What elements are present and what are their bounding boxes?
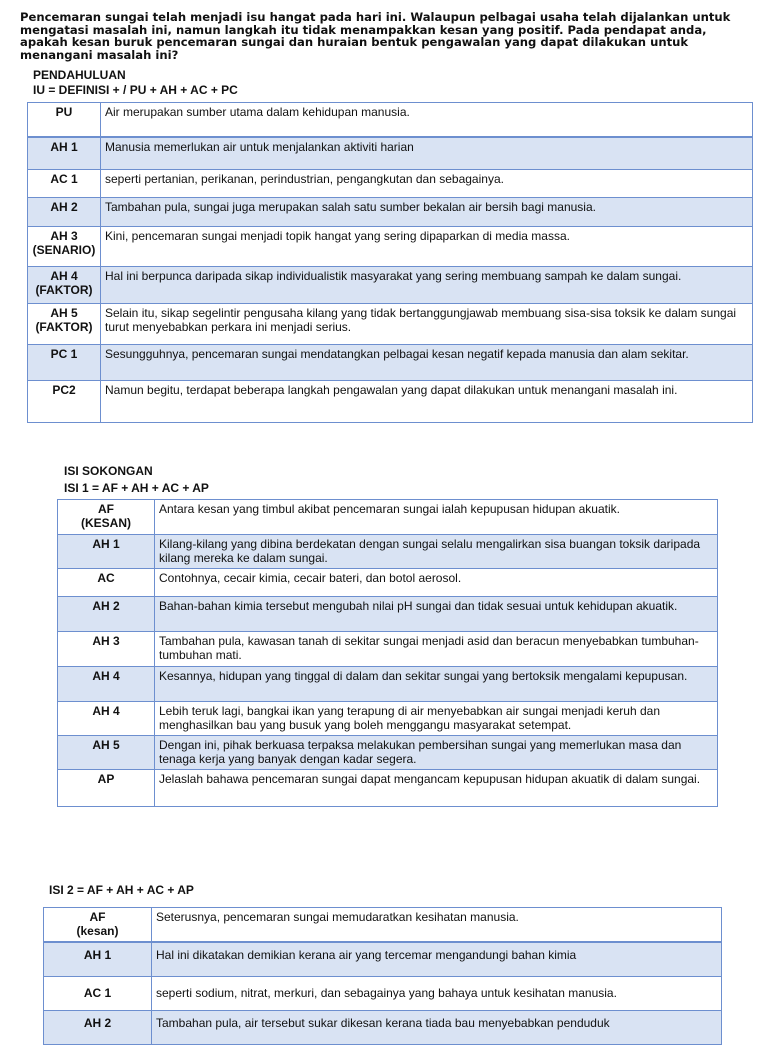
row-code: AF (kesan) bbox=[44, 908, 152, 942]
row-text: Contohnya, cecair kimia, cecair bateri, dan botol aerosol. bbox=[155, 569, 718, 597]
table-row bbox=[44, 942, 722, 977]
row-code: AH 2 bbox=[44, 1011, 152, 1045]
row-text: Hal ini berpunca daripada sikap individualistik masyarakat yang sering membuang sampah ke dalam sungai. bbox=[101, 267, 753, 304]
row-code: AC bbox=[58, 569, 155, 597]
isi2-formula: ISI 2 = AF + AH + AC + AP bbox=[49, 883, 194, 897]
row-code: AH 1 bbox=[58, 535, 155, 569]
row-text: Jelaslah bahawa pencemaran sungai dapat mengancam kepupusan hidupan akuatik di dalam sungai. bbox=[155, 770, 718, 807]
row-text: Manusia memerlukan air untuk menjalankan aktiviti harian bbox=[101, 137, 753, 170]
table-row bbox=[28, 304, 753, 345]
row-text: Tambahan pula, air tersebut sukar dikesan kerana tiada bau menyebabkan penduduk bbox=[152, 1011, 722, 1045]
table-row bbox=[28, 267, 753, 304]
table-row bbox=[28, 198, 753, 227]
table-row bbox=[58, 597, 718, 632]
row-code: AC 1 bbox=[28, 170, 101, 198]
row-text: Bahan-bahan kimia tersebut mengubah nilai pH sungai dan tidak sesuai untuk kehidupan akuatik. bbox=[155, 597, 718, 632]
row-code: AH 2 bbox=[28, 198, 101, 227]
row-text: Kesannya, hidupan yang tinggal di dalam dan sekitar sungai yang bertoksik mengalami kepupusan. bbox=[155, 667, 718, 702]
row-code: AC 1 bbox=[44, 977, 152, 1011]
table-row bbox=[28, 137, 753, 170]
row-text: Seterusnya, pencemaran sungai memudaratkan kesihatan manusia. bbox=[152, 908, 722, 942]
row-code: AH 4 bbox=[58, 667, 155, 702]
table-row bbox=[44, 908, 722, 942]
body-heading: ISI SOKONGAN bbox=[64, 464, 153, 478]
row-text: seperti sodium, nitrat, merkuri, dan sebagainya yang bahaya untuk kesihatan manusia. bbox=[152, 977, 722, 1011]
intro-formula: IU = DEFINISI + / PU + AH + AC + PC bbox=[33, 83, 238, 97]
row-text: Air merupakan sumber utama dalam kehidupan manusia. bbox=[101, 103, 753, 137]
row-text: Namun begitu, terdapat beberapa langkah pengawalan yang dapat dilakukan untuk menangani masalah ini. bbox=[101, 381, 753, 423]
table-row bbox=[58, 569, 718, 597]
row-text: Antara kesan yang timbul akibat pencemaran sungai ialah kepupusan hidupan akuatik. bbox=[155, 500, 718, 535]
row-text: Tambahan pula, kawasan tanah di sekitar sungai menjadi asid dan beracun menyebabkan tumbuhan-tumbuhan mati. bbox=[155, 632, 718, 667]
table-row bbox=[58, 632, 718, 667]
row-code: AH 3 (SENARIO) bbox=[28, 227, 101, 267]
essay-question: Pencemaran sungai telah menjadi isu hangat pada hari ini. Walaupun pelbagai usaha telah dijalankan untuk mengatasi masalah ini, namun langkah itu tidak menampakkan kesan yang positif. Pada pendapat anda, apakah kesan buruk pencemaran sungai dan huraian bentuk pengawalan yang dapat dilakukan untuk menangani masalah ini? bbox=[20, 10, 731, 62]
row-code: AP bbox=[58, 770, 155, 807]
row-text: seperti pertanian, perikanan, perindustrian, pengangkutan dan sebagainya. bbox=[101, 170, 753, 198]
row-text: Selain itu, sikap segelintir pengusaha kilang yang tidak bertanggungjawab membuang sisa-sisa toksik ke dalam sungai turut menyebabkan perkara ini menjadi serius. bbox=[101, 304, 753, 345]
row-code: AH 4 (FAKTOR) bbox=[28, 267, 101, 304]
table-row bbox=[28, 381, 753, 423]
row-text: Kini, pencemaran sungai menjadi topik hangat yang sering dipaparkan di media massa. bbox=[101, 227, 753, 267]
table-row bbox=[58, 770, 718, 807]
isi1-table bbox=[57, 499, 718, 807]
row-code: AH 1 bbox=[28, 137, 101, 170]
row-code: AH 5 bbox=[58, 736, 155, 770]
row-text: Hal ini dikatakan demikian kerana air yang tercemar mengandungi bahan kimia bbox=[152, 942, 722, 977]
table-row bbox=[28, 345, 753, 381]
table-row bbox=[58, 702, 718, 736]
table-row bbox=[44, 977, 722, 1011]
table-row bbox=[28, 170, 753, 198]
row-code: AH 4 bbox=[58, 702, 155, 736]
table-row bbox=[28, 103, 753, 137]
intro-table bbox=[27, 102, 753, 423]
table-row bbox=[58, 535, 718, 569]
row-code: AH 2 bbox=[58, 597, 155, 632]
table-row bbox=[58, 500, 718, 535]
row-code: AH 5 (FAKTOR) bbox=[28, 304, 101, 345]
row-code: AF (KESAN) bbox=[58, 500, 155, 535]
table-row bbox=[58, 736, 718, 770]
row-text: Sesungguhnya, pencemaran sungai mendatangkan pelbagai kesan negatif kepada manusia dan alam sekitar. bbox=[101, 345, 753, 381]
row-text: Tambahan pula, sungai juga merupakan salah satu sumber bekalan air bersih bagi manusia. bbox=[101, 198, 753, 227]
row-code: AH 3 bbox=[58, 632, 155, 667]
row-text: Lebih teruk lagi, bangkai ikan yang terapung di air menyebabkan air sungai menjadi keruh dan menghasilkan bau yang busuk yang boleh menggangu masyarakat setempat. bbox=[155, 702, 718, 736]
table-row bbox=[58, 667, 718, 702]
row-text: Kilang-kilang yang dibina berdekatan dengan sungai selalu mengalirkan sisa buangan toksik daripada kilang mereka ke dalam sungai. bbox=[155, 535, 718, 569]
row-code: PC 1 bbox=[28, 345, 101, 381]
table-row bbox=[28, 227, 753, 267]
isi1-formula: ISI 1 = AF + AH + AC + AP bbox=[64, 481, 209, 495]
row-text: Dengan ini, pihak berkuasa terpaksa melakukan pembersihan sungai yang memerlukan masa dan tenaga kerja yang banyak dengan kadar segera. bbox=[155, 736, 718, 770]
row-code: PC2 bbox=[28, 381, 101, 423]
table-row bbox=[44, 1011, 722, 1045]
row-code: PU bbox=[28, 103, 101, 137]
isi2-table bbox=[43, 907, 722, 1045]
intro-heading: PENDAHULUAN bbox=[33, 68, 126, 82]
row-code: AH 1 bbox=[44, 942, 152, 977]
